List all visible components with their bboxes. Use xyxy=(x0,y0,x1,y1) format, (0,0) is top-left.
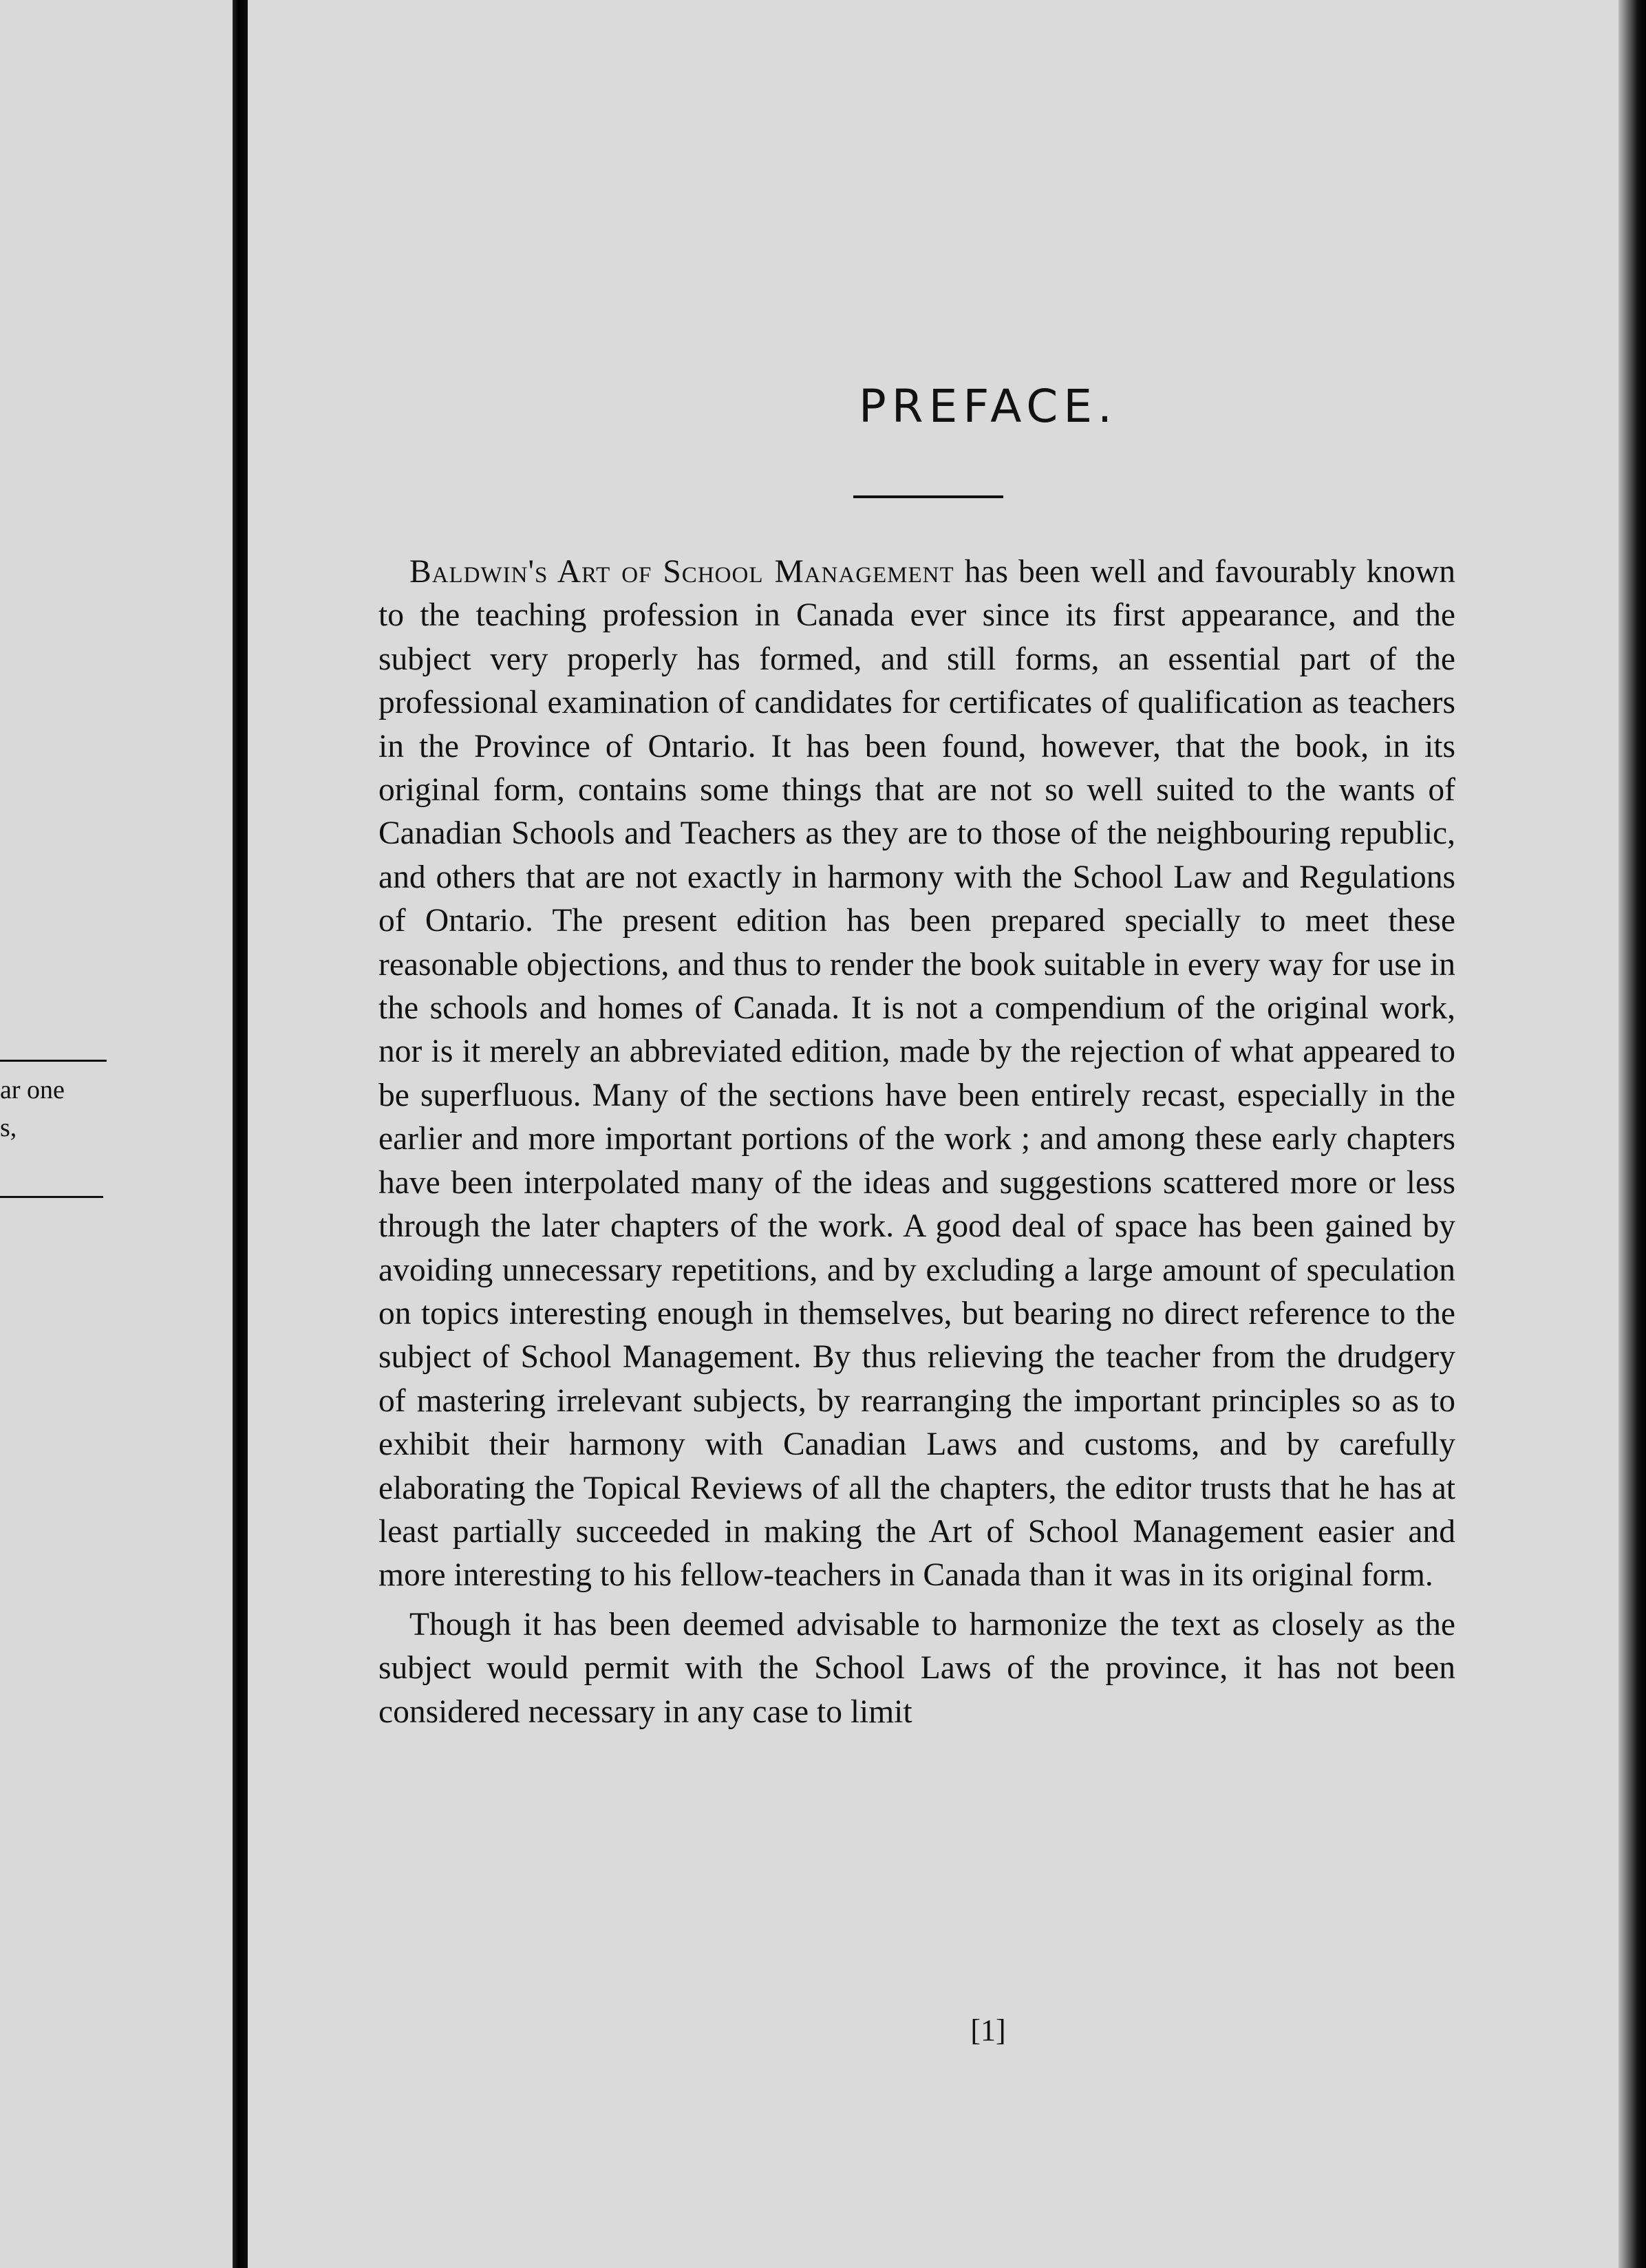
previous-page-rule-bottom xyxy=(0,1196,103,1198)
paragraph-1 xyxy=(378,550,1455,1598)
book-title-small-caps: Baldwin's Art of School Management xyxy=(409,554,954,590)
previous-page-text-line: ar one xyxy=(0,1076,65,1104)
preface-body xyxy=(378,550,1455,1734)
book-gutter xyxy=(233,0,248,2268)
previous-page-rule-top xyxy=(0,1060,107,1062)
paragraph-2: Though it has been deemed advisable to harmonize the text as closely as the subject would permit with the School Laws of the province, it has not been considered necessary in any case to limit xyxy=(378,1606,1455,1730)
previous-page-fragment xyxy=(0,0,233,2268)
title-rule xyxy=(853,495,1003,498)
page-number: [1] xyxy=(970,2013,1006,2047)
paragraph-1-text: has been well and favourably known to the teaching profession in Canada ever since its first appearance, and the subject very properly has formed, and still forms, an essential part of the professional examination of candidates for certificates of qualification as teachers in the Province of Ontario. It has been found, however, that the book, in its original form, contains some things that are not so well suited to the wants of Canadian Schools and Teachers as they are to those of the neighbouring republic, and others that are not exactly in harmony with the School Law and Regulations of Ontario. The present edition has been prepared specially to meet these reasonable objections, and thus to render the book suitable in every way for use in the schools and homes of Canada. It is not a compendium of the original work, nor is it merely an abbreviated edition, made by the rejection of what appeared to be superfluous. Many of the sections have been entirely recast, especially in the earlier and more important portions of the work ; and among these early chapters have been interpolated many of the ideas and suggestions scattered more or less through the later chapters of the work. A good deal of space has been gained by avoiding unnecessary repetitions, and by excluding a large amount of speculation on topics interesting enough in themselves, but bearing no direct reference to the subject of School Management. By thus relieving the teacher from the drudgery of mastering irrelevant subjects, by rearranging the important principles so as to exhibit their harmony with Canadian Laws and customs, and by carefully elaborating the Topical Reviews of all the chapters, the editor trusts that he has at least partially succeeded in making the Art of School Management easier and more interesting to his fellow-teachers in Canada than it was in its original form. xyxy=(378,554,1455,1594)
page-edge-shadow xyxy=(1618,0,1646,2268)
previous-page-text-line: s, xyxy=(0,1113,17,1142)
page-title: PREFACE. xyxy=(858,380,1118,433)
preface-page xyxy=(248,0,1618,2268)
